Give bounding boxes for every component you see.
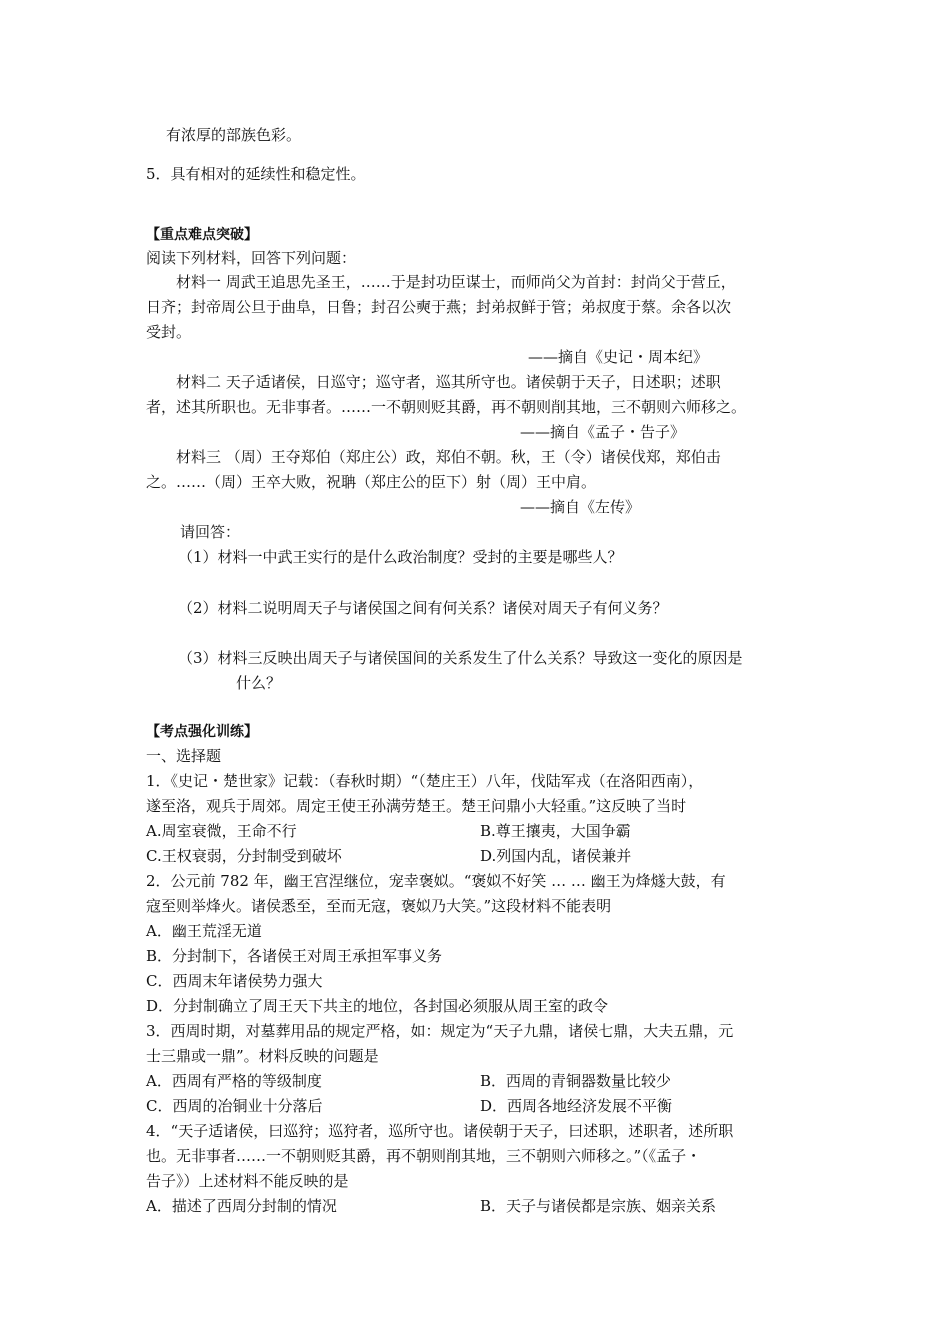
question-2: （2）材料二说明周天子与诸侯国之间有何关系？诸侯对周天子有何义务？ xyxy=(178,599,668,617)
material1-line3: 受封。 xyxy=(146,323,192,341)
mcq3-stem-line1: 3．西周时期，对墓葬用品的规定严格，如：规定为“天子九鼎，诸侯七鼎，大夫五鼎，元 xyxy=(146,1022,734,1040)
instruction: 阅读下列材料，回答下列问题： xyxy=(146,249,357,267)
mcq2-stem-line1: 2．公元前 782 年，幽王宫涅继位，宠幸褒姒。“褒姒不好笑 … … 幽王为烽燧大鼓，有 xyxy=(146,872,726,890)
mcq3-option-c: C．西周的冶铜业十分落后 xyxy=(146,1097,323,1115)
mcq1-option-b: B.尊王攘夷，大国争霸 xyxy=(480,822,631,840)
intro-tail: 有浓厚的部族色彩。 xyxy=(166,126,302,144)
mcq2-option-c: C．西周末年诸侯势力强大 xyxy=(146,972,323,990)
mcq3-stem-line2: 士三鼎或一鼎”。材料反映的问题是 xyxy=(146,1047,379,1065)
question-3-line1: （3）材料三反映出周天子与诸侯国间的关系发生了什么关系？导致这一变化的原因是 xyxy=(178,649,743,667)
question-1: （1）材料一中武王实行的是什么政治制度？受封的主要是哪些人？ xyxy=(178,548,623,566)
mcq2-option-b: B．分封制下，各诸侯王对周王承担军事义务 xyxy=(146,947,443,965)
mcq2-option-a: A．幽王荒淫无道 xyxy=(146,922,262,940)
question-3-line2: 什么？ xyxy=(236,674,282,692)
mcq4-option-b: B．天子与诸侯都是宗族、姻亲关系 xyxy=(480,1197,717,1215)
mcq1-option-d: D.列国内乱，诸侯兼并 xyxy=(480,847,632,865)
mcq1-stem-line2: 遂至洛，观兵于周郊。周定王使王孙满劳楚王。楚王问鼎小大轻重。”这反映了当时 xyxy=(146,797,687,815)
section-heading-key-points: 【重点难点突破】 xyxy=(146,227,258,243)
section-heading-training: 【考点强化训练】 xyxy=(146,724,258,740)
mcq1-option-c: C.王权衰弱，分封制受到破坏 xyxy=(146,847,342,865)
material3-line2: 之。……（周）王卒大败，祝聃（郑庄公的臣下）射（周）王中肩。 xyxy=(146,473,597,491)
material3-source: ——摘自《左传》 xyxy=(520,498,641,516)
material1-line2: 日齐；封帝周公旦于曲阜，日鲁；封召公奭于燕；封弟叔鲜于管；弟叔度于蔡。余各以次 xyxy=(146,298,732,316)
mcq4-option-a: A．描述了西周分封制的情况 xyxy=(146,1197,337,1215)
mcq3-option-a: A．西周有严格的等级制度 xyxy=(146,1072,322,1090)
material2-line2: 者，述其所职也。无非事者。……一不朝则贬其爵，再不朝则削其地，三不朝则六师移之。 xyxy=(146,398,747,416)
material1-line1: 材料一 周武王追思先圣王，……于是封功臣谋士，而师尚父为首封：封尚父于营丘， xyxy=(176,273,736,291)
subheading-choice: 一、选择题 xyxy=(146,747,222,765)
material3-line1: 材料三 （周）王夺郑伯（郑庄公）政，郑伯不朝。秋，王（令）诸侯伐郑，郑伯击 xyxy=(176,448,721,466)
mcq4-stem-line1: 4．“天子适诸侯，曰巡狩；巡狩者，巡所守也。诸侯朝于天子，曰述职，述职者，述所职 xyxy=(146,1122,734,1140)
mcq4-stem-line2: 也。无非事者……一不朝则贬其爵，再不朝则削其地，三不朝则六师移之。”（《孟子・ xyxy=(146,1147,702,1165)
mcq1-stem-line1: 1．《史记・楚世家》记载：（春秋时期）“（楚庄王）八年，伐陆军戎（在洛阳西南）， xyxy=(146,772,704,790)
answer-prompt: 请回答： xyxy=(180,523,241,541)
material1-source: ——摘自《史记・周本纪》 xyxy=(528,348,709,366)
mcq3-option-d: D．西周各地经济发展不平衡 xyxy=(480,1097,673,1115)
mcq2-option-d: D．分封制确立了周王天下共主的地位，各封国必须服从周王室的政令 xyxy=(146,997,609,1015)
mcq3-option-b: B．西周的青铜器数量比较少 xyxy=(480,1072,672,1090)
material2-line1: 材料二 天子适诸侯，日巡守；巡守者，巡其所守也。诸侯朝于天子，日述职；述职 xyxy=(176,373,721,391)
mcq1-option-a: A.周室衰微，王命不行 xyxy=(146,822,297,840)
mcq2-stem-line2: 寇至则举烽火。诸侯悉至，至而无寇，褒姒乃大笑。”这段材料不能表明 xyxy=(146,897,612,915)
material2-source: ——摘自《孟子・告子》 xyxy=(520,423,686,441)
mcq4-stem-line3: 告子》）上述材料不能反映的是 xyxy=(146,1172,349,1190)
intro-item-5: 5．具有相对的延续性和稳定性。 xyxy=(146,165,366,183)
